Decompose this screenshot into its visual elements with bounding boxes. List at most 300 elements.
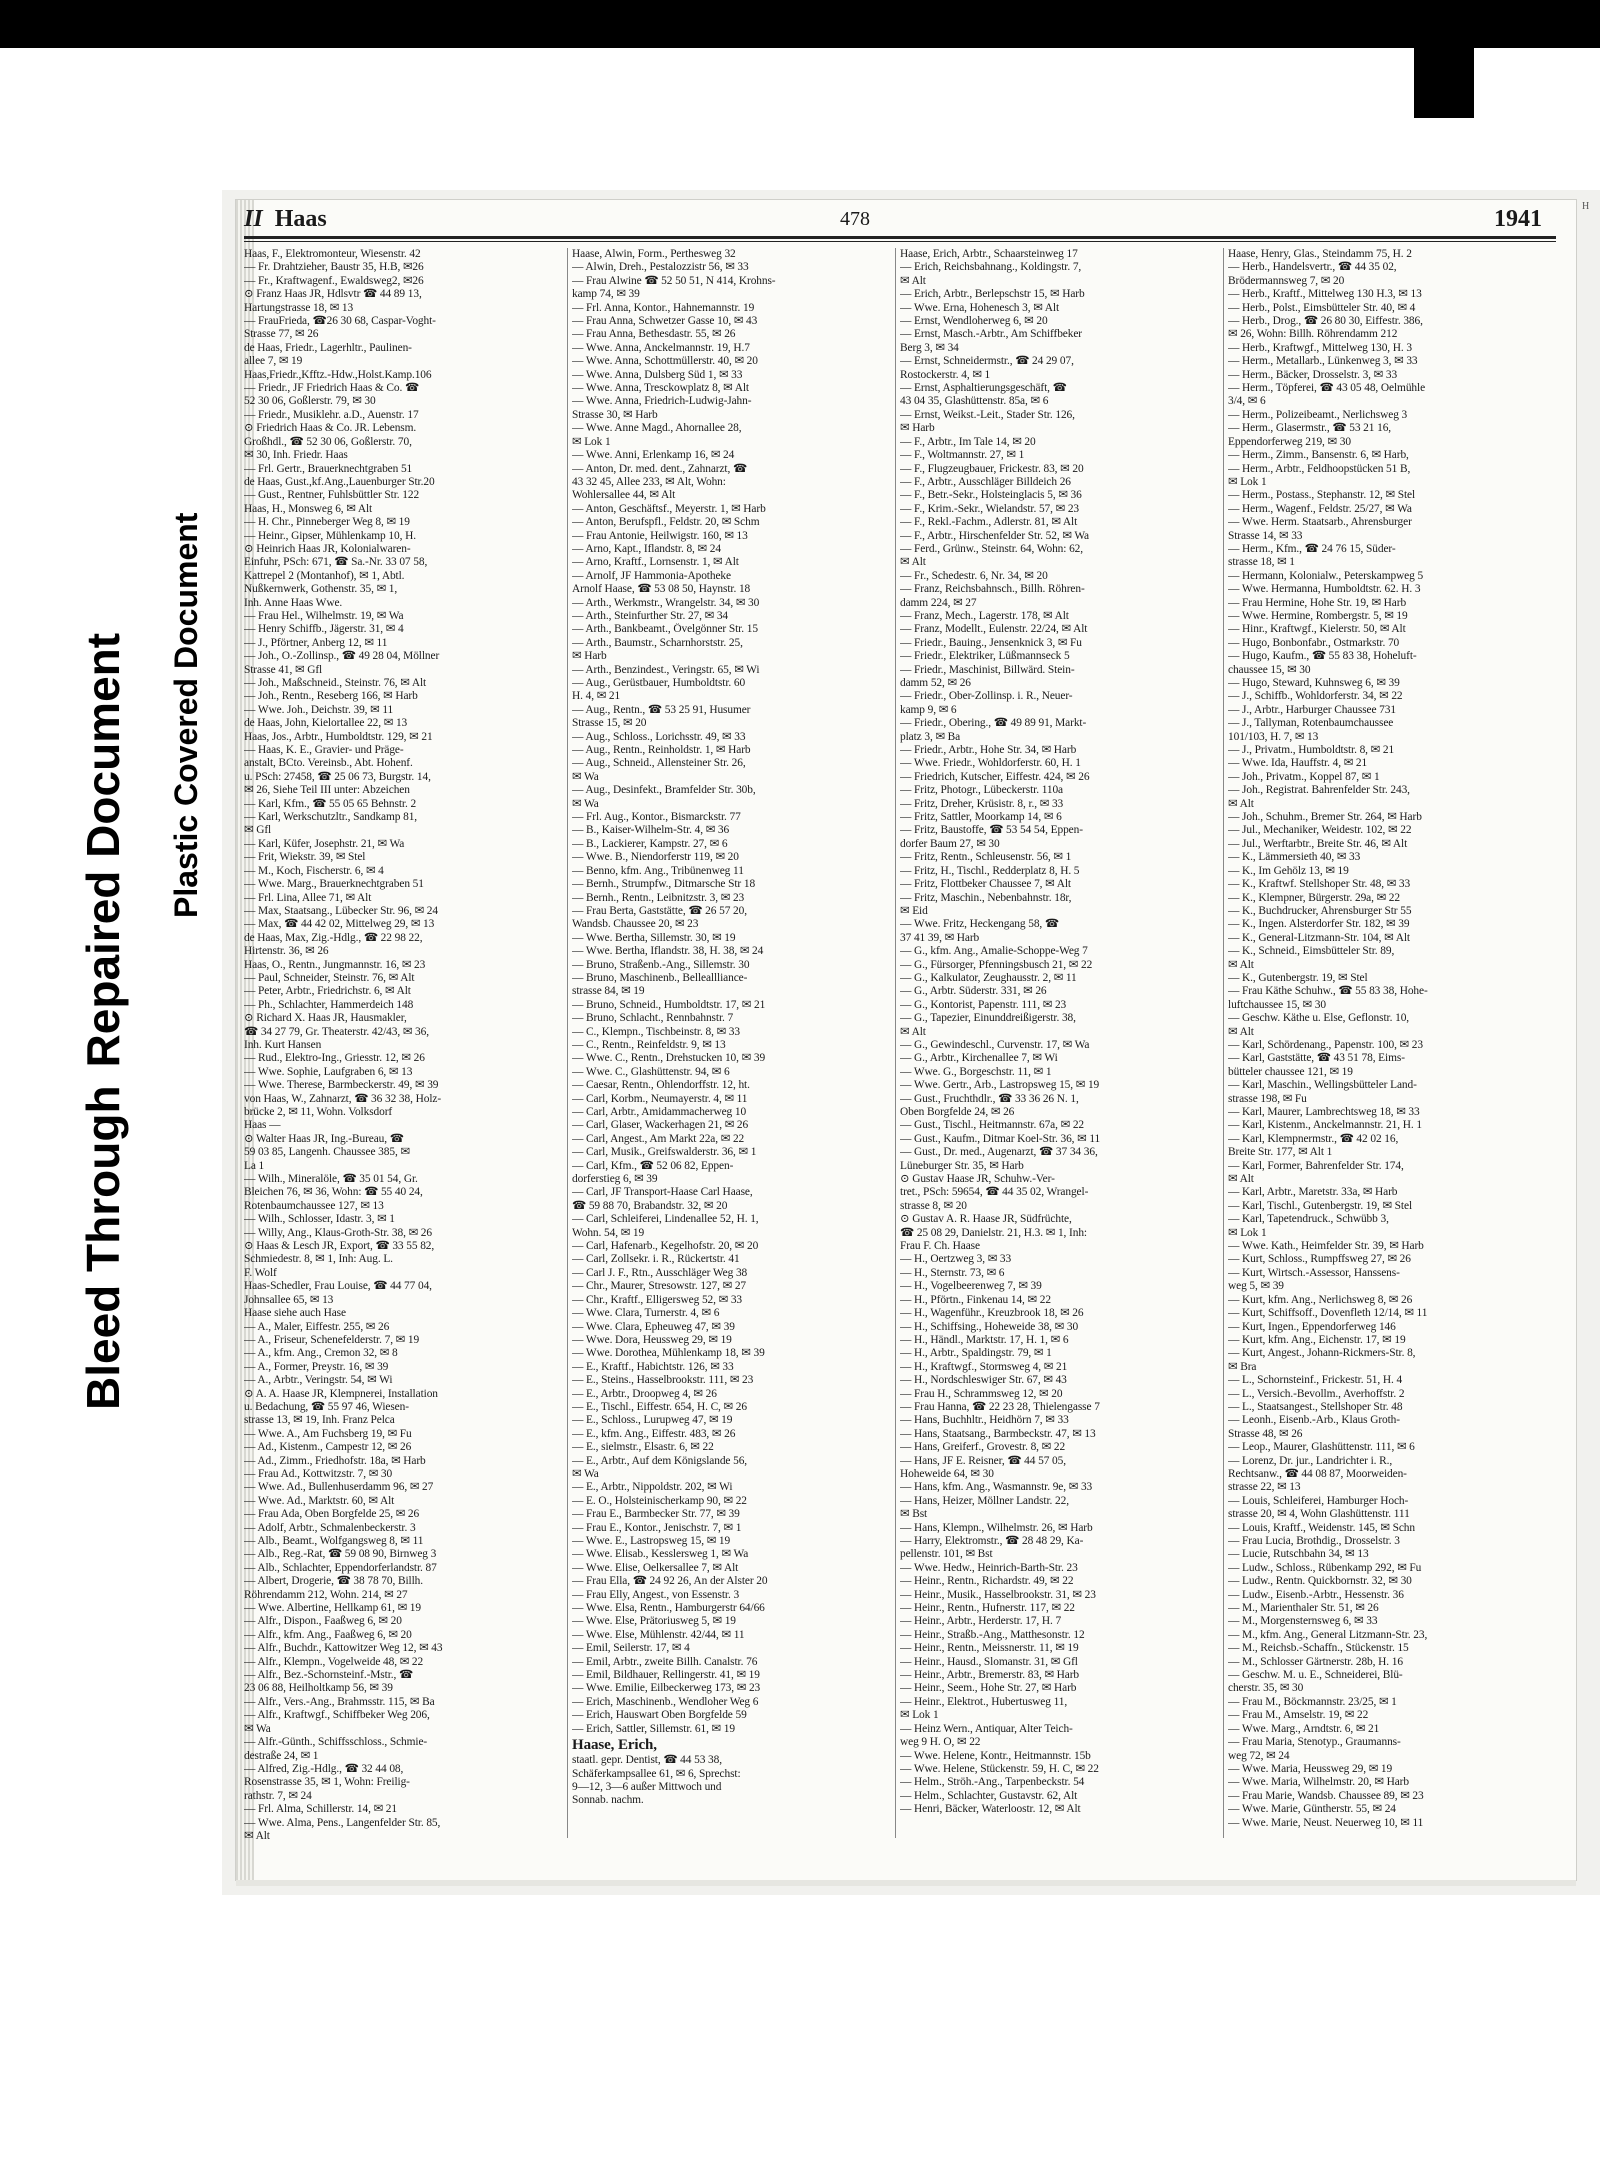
directory-entry-line: — Wwe. A., Am Fuchsberg 19, ✉ Fu: [244, 1427, 412, 1440]
directory-entry-line: Kattrepel 2 (Montanhof), ✉ 1, Abtl.: [244, 569, 405, 582]
directory-entry-line: — Herm., Zimm., Bansenstr. 6, ✉ Harb,: [1228, 449, 1409, 462]
directory-entry-line: — Wwe. Marg., Arndtstr. 6, ✉ 21: [1228, 1722, 1380, 1735]
directory-entry-line: — Bernh., Strumpfw., Ditmarsche Str 18: [572, 878, 756, 891]
directory-entry-line: — Arth., Steinfurther Str. 27, ✉ 34: [572, 609, 729, 622]
directory-entry-line: ⊙ Gustav Haase JR, Schuhw.-Ver-: [900, 1173, 1055, 1186]
directory-entry-line: — Friedrich, Kutscher, Eiffestr. 424, ✉ 26: [900, 770, 1090, 783]
directory-entry-line: ✉ Alt: [1228, 958, 1254, 971]
directory-column-4: [1228, 248, 1546, 1848]
directory-entry-line: — Wwe. Maria, Heussweg 29, ✉ 19: [1228, 1762, 1393, 1775]
directory-entry-line: — Hans, Staatsang., Barmbeckstr. 47, ✉ 13: [900, 1427, 1096, 1440]
directory-entry-line: Frau F. Ch. Haase: [900, 1240, 980, 1253]
directory-entry-line: — K., Im Gehölz 13, ✉ 19: [1228, 864, 1349, 877]
directory-entry-line: Brödermannsweg 7, ✉ 20: [1228, 274, 1345, 287]
directory-entry-line: strasse 18, ✉ 1: [1228, 556, 1295, 569]
directory-entry-line: — Arth., Bankbeamt., Övelgönner Str. 15: [572, 623, 758, 636]
directory-entry-line: Haas,Friedr.,Kfftz.-Hdw.,Holst.Kamp.106: [244, 368, 432, 381]
directory-entry-line: — Karl, Tischl., Gutenbergstr. 19, ✉ Stel: [1228, 1199, 1413, 1212]
directory-entry-line: — Anton, Geschäftsf., Meyerstr. 1, ✉ Harb: [572, 502, 766, 515]
directory-entry-line: — A., Former, Preystr. 16, ✉ 39: [244, 1360, 389, 1373]
directory-entry-line: — Helm., Ströh.-Ang., Tarpenbeckstr. 54: [900, 1776, 1085, 1789]
directory-entry-line: — Franz, Modellt., Eulenstr. 22/24, ✉ Alt: [900, 623, 1088, 636]
directory-entry-line: weg 5, ✉ 39: [1228, 1280, 1284, 1293]
directory-entry-line: — Alfred, Zig.-Hdlg., ☎ 32 44 08,: [244, 1762, 404, 1775]
directory-entry-line: — Wwe. Elisab., Kesslersweg 1, ✉ Wa: [572, 1548, 749, 1561]
directory-entry-line: ✉ Harb: [900, 422, 935, 435]
directory-entry-line: — Hans, Greiferf., Grovestr. 8, ✉ 22: [900, 1441, 1066, 1454]
directory-entry-line: — Peter, Arbtr., Friedrichstr. 6, ✉ Alt: [244, 985, 411, 998]
directory-entry-line: — K., General-Litzmann-Str. 104, ✉ Alt: [1228, 931, 1410, 944]
directory-entry-line: Sonnab. nachm.: [572, 1794, 644, 1807]
directory-entry-line: — Max, ☎ 44 42 02, Mittelweg 29, ✉ 13: [244, 918, 435, 931]
directory-entry-line: — Arth., Baumstr., Scharnhorststr. 25,: [572, 636, 743, 649]
directory-entry-line: — Carl, Hafenarb., Kegelhofstr. 20, ✉ 20: [572, 1240, 759, 1253]
directory-entry-line: — Ph., Schlachter, Hammerdeich 148: [244, 998, 414, 1011]
directory-entry-line: — Frit, Wiekstr. 39, ✉ Stel: [244, 851, 366, 864]
directory-entry-line: — F., Arbtr., Hirschenfelder Str. 52, ✉ Wa: [900, 529, 1090, 542]
overlay-label-plastic: Plastic Covered Document: [168, 512, 204, 918]
directory-entry-line: — Wwe. Anne Magd., Ahornallee 28,: [572, 422, 742, 435]
directory-entry-line: ⊙ A. A. Haase JR, Klempnerei, Installation: [244, 1387, 438, 1400]
header-name: Haas: [274, 206, 327, 232]
directory-entry-line: Haase siehe auch Hase: [244, 1307, 346, 1320]
directory-entry-line: — Fritz, Baustoffe, ☎ 53 54 54, Eppen-: [900, 824, 1083, 837]
directory-entry-line: — E., Schloss., Lurupweg 47, ✉ 19: [572, 1414, 733, 1427]
directory-entry-line: ✉ Lok 1: [572, 435, 611, 448]
directory-entry-line: — Carl, Musik., Greifswalderstr. 36, ✉ 1: [572, 1146, 757, 1159]
directory-entry-line: — Wwe. Hedw., Heinrich-Barth-Str. 23: [900, 1561, 1078, 1574]
directory-entry-line: ✉ 26, Siehe Teil III unter: Abzeichen: [244, 784, 410, 797]
directory-entry-line: — A., Friseur, Schenefelderstr. 7, ✉ 19: [244, 1333, 420, 1346]
directory-entry-line: — FrauFrieda, ☎26 30 68, Caspar-Voght-: [244, 315, 436, 328]
overlay-label-bleed: Bleed Through: [77, 1085, 129, 1410]
directory-entry-line: — Gust., Kaufm., Ditmar Koel-Str. 36, ✉ 11: [900, 1132, 1101, 1145]
directory-entry-line: — Gust., Fruchthdlr., ☎ 33 36 26 N. 1,: [900, 1092, 1079, 1105]
directory-entry-line: — Wwe. Sophie, Laufgraben 6, ✉ 13: [244, 1065, 413, 1078]
directory-entry-line: — Gust., Tischl., Heitmannstr. 67a, ✉ 22: [900, 1119, 1085, 1132]
directory-entry-line: — Wwe. Helene, Stückenstr. 59, H. C, ✉ 22: [900, 1762, 1099, 1775]
directory-entry-line: — Frau Hermine, Hohe Str. 19, ✉ Harb: [1228, 596, 1407, 609]
directory-entry-line: — Alfr., Dispon., Faaßweg 6, ✉ 20: [244, 1615, 402, 1628]
directory-entry-line: 3/4, ✉ 6: [1228, 395, 1266, 408]
directory-entry-line: — E., Kraftf., Habichtstr. 126, ✉ 33: [572, 1360, 734, 1373]
directory-entry-line: ✉ Wa: [572, 1467, 599, 1480]
directory-entry-line: — Heinr., Rentn., Meissnerstr. 11, ✉ 19: [900, 1642, 1079, 1655]
directory-entry-line: — Erich, Arbtr., Berlepschstr 15, ✉ Harb: [900, 288, 1085, 301]
directory-entry-line: — Wwe. Erna, Hohenesch 3, ✉ Alt: [900, 301, 1060, 314]
directory-entry-line: — Frau Maria, Stenotyp., Graumanns-: [1228, 1736, 1401, 1749]
directory-entry-line: strasse 8, ✉ 20: [900, 1199, 967, 1212]
directory-entry-line: — Ludw., Rentn. Quickbornstr. 32, ✉ 30: [1228, 1575, 1412, 1588]
directory-entry-line: — F., Arbtr., Im Tale 14, ✉ 20: [900, 435, 1036, 448]
directory-entry-line: strasse 198, ✉ Fu: [1228, 1092, 1307, 1105]
directory-entry-line: — Wwe. Clara, Turnerstr. 4, ✉ 6: [572, 1307, 720, 1320]
directory-entry-line: — F., Rekl.-Fachm., Adlerstr. 81, ✉ Alt: [900, 516, 1078, 529]
directory-entry-line: Arnolf Haase, ☎ 53 08 50, Haynstr. 18: [572, 583, 751, 596]
header-rule-thin: [244, 241, 1556, 242]
directory-entry-line: — E., sielmstr., Elsastr. 6, ✉ 22: [572, 1441, 714, 1454]
directory-entry-line: Wandsb. Chaussee 20, ✉ 23: [572, 918, 699, 931]
directory-entry-line: rathstr. 7, ✉ 24: [244, 1789, 312, 1802]
directory-entry-line: — H. Chr., Pinneberger Weg 8, ✉ 19: [244, 516, 410, 529]
directory-entry-line: — Bruno, Maschinenb., Belleallliance-: [572, 971, 748, 984]
directory-entry-line: H. 4, ✉ 21: [572, 690, 621, 703]
directory-entry-line: — Louis, Kraftf., Weidenstr. 145, ✉ Schn: [1228, 1521, 1415, 1534]
directory-entry-line: — Alfr.-Günth., Schiffsschloss., Schmie-: [244, 1736, 428, 1749]
directory-entry-line: — Joh., Privatm., Koppel 87, ✉ 1: [1228, 770, 1380, 783]
directory-entry-line: ✉ Wa: [244, 1722, 271, 1735]
directory-entry-line: — Wwe. Marie, Güntherstr. 55, ✉ 24: [1228, 1803, 1396, 1816]
directory-entry-line: — Hans, Klempn., Wilhelmstr. 26, ✉ Harb: [900, 1521, 1093, 1534]
directory-entry-line: Haas, O., Rentn., Jungmannstr. 16, ✉ 23: [244, 958, 426, 971]
directory-entry-line: — Carl J. F., Rtn., Ausschläger Weg 38: [572, 1266, 748, 1279]
directory-entry-line: — Erich, Hauswart Oben Borgfelde 59: [572, 1709, 747, 1722]
directory-entry-line: Eppendorferweg 219, ✉ 30: [1228, 435, 1351, 448]
directory-entry-line: — Friedr., Bauing., Jensenknick 3, ✉ Fu: [900, 636, 1082, 649]
directory-entry-line: ✉ Wa: [572, 770, 599, 783]
directory-entry-line: — H., Sternstr. 73, ✉ 6: [900, 1266, 1005, 1279]
directory-entry-line: ✉ Lok 1: [900, 1709, 939, 1722]
directory-entry-line: — Wwe. Dorothea, Mühlenkamp 18, ✉ 39: [572, 1347, 765, 1360]
directory-entry-line: — Herm., Bäcker, Drosselstr. 3, ✉ 33: [1228, 368, 1398, 381]
directory-entry-line: ✉ 26, Wohn: Billh. Röhrendamm 212: [1228, 328, 1398, 341]
directory-entry-line: kamp 74, ✉ 39: [572, 288, 640, 301]
directory-entry-line: — M., Marienthaler Str. 51, ✉ 26: [1228, 1602, 1379, 1615]
directory-entry-line: 43 04 35, Glashüttenstr. 85a, ✉ 6: [900, 395, 1049, 408]
directory-entry-line: — Wilh., Mineralöle, ☎ 35 01 54, Gr.: [244, 1173, 418, 1186]
directory-entry-line: — Herb., Handelsvertr., ☎ 44 35 02,: [1228, 261, 1397, 274]
directory-entry-line: — Willy, Ang., Klaus-Groth-Str. 38, ✉ 26: [244, 1226, 432, 1239]
overlay-label-repaired: Repaired Document: [77, 632, 129, 1068]
directory-entry-line: — E., Arbtr., Nippoldstr. 202, ✉ Wi: [572, 1481, 733, 1494]
directory-entry-line: — E. O., Holsteinischerkamp 90, ✉ 22: [572, 1494, 747, 1507]
directory-entry-line: — J., Arbtr., Harburger Chaussee 731: [1228, 703, 1396, 716]
directory-entry-line: — F., Flugzeugbauer, Frickestr. 83, ✉ 20: [900, 462, 1084, 475]
directory-entry-line: — Franz, Mech., Lagerstr. 178, ✉ Alt: [900, 609, 1069, 622]
directory-entry-line: ✉ Alt: [900, 274, 926, 287]
directory-entry-line: ☎ 25 08 29, Danielstr. 21, H.3. ✉ 1, Inh:: [900, 1226, 1087, 1239]
directory-entry-line: weg 72, ✉ 24: [1228, 1749, 1290, 1762]
directory-entry-line: — Karl, Maschin., Wellingsbütteler Land-: [1228, 1079, 1417, 1092]
directory-entry-line: — Fritz, Sattler, Moorkamp 14, ✉ 6: [900, 811, 1062, 824]
directory-entry-line: — Friedr., Ober-Zollinsp. i. R., Neuer-: [900, 690, 1073, 703]
section-number: II: [244, 206, 263, 232]
directory-entry-line: — Franz, Reichsbahnsch., Billh. Röhren-: [900, 583, 1085, 596]
directory-entry-line: — Ferd., Grünw., Steinstr. 64, Wohn: 62,: [900, 542, 1084, 555]
directory-entry-line: — Aug., Rentn., Reinholdstr. 1, ✉ Harb: [572, 744, 751, 757]
directory-entry-line: strasse 13, ✉ 19, Inh. Franz Pelca: [244, 1414, 395, 1427]
directory-entry-line: — Wwe. B., Niendorferstr 119, ✉ 20: [572, 851, 739, 864]
directory-entry-line: Rosenstrasse 35, ✉ 1, Wohn: Freilig-: [244, 1776, 410, 1789]
directory-entry-line: Strasse 48, ✉ 26: [1228, 1427, 1303, 1440]
directory-entry-line: — Fr., Schedestr. 6, Nr. 34, ✉ 20: [900, 569, 1048, 582]
directory-entry-line: — Adolf, Arbtr., Schmalenbeckerstr. 3: [244, 1521, 416, 1534]
directory-entry-line: Großhdl., ☎ 52 30 06, Goßlerstr. 70,: [244, 435, 412, 448]
directory-entry-line: — Wwe. Gertr., Arb., Lastropsweg 15, ✉ 19: [900, 1079, 1100, 1092]
directory-entry-line: — Chr., Maurer, Stresowstr. 127, ✉ 27: [572, 1280, 747, 1293]
directory-entry-line: ✉ Alt: [1228, 1173, 1254, 1186]
directory-entry-line: — Fr. Drahtzieher, Baustr 35, H.B, ✉26: [244, 261, 424, 274]
directory-entry-line: — Frau Marie, Wandsb. Chaussee 89, ✉ 23: [1228, 1789, 1424, 1802]
directory-entry-line: — Ludw., Eisenb.-Arbtr., Hessenstr. 36: [1228, 1588, 1404, 1601]
directory-entry-line: — M., Koch, Fischerstr. 6, ✉ 4: [244, 864, 384, 877]
directory-entry-line: — M., Morgensternsweg 6, ✉ 33: [1228, 1615, 1378, 1628]
directory-entry-line: ✉ Harb: [572, 650, 607, 663]
directory-entry-line: — Max, Staatsang., Lübecker Str. 96, ✉ 24: [244, 904, 438, 917]
directory-entry-line: — Wwe. Therese, Barmbeckerstr. 49, ✉ 39: [244, 1079, 439, 1092]
directory-entry-line: — Wwe. Anna, Anckelmannstr. 19, H.7: [572, 341, 750, 354]
directory-entry-line: Haas —: [244, 1119, 281, 1132]
directory-entry-line: 9—12, 3—6 außer Mittwoch und: [572, 1780, 722, 1793]
directory-entry-line: — Carl, Zollsekr. i. R., Rückertstr. 41: [572, 1253, 740, 1266]
directory-entry-line: — Hans, JF E. Reisner, ☎ 44 57 05,: [900, 1454, 1066, 1467]
header-rule: [244, 236, 1556, 239]
directory-entry-line: 23 06 88, Heilholtkamp 56, ✉ 39: [244, 1682, 393, 1695]
directory-entry-line: — M., Schlosser Gärtnerstr. 28b, H. 16: [1228, 1655, 1403, 1668]
directory-entry-line: Haas, F., Elektromonteur, Wiesenstr. 42: [244, 248, 421, 260]
directory-entry-line: — Leop., Maurer, Glashüttenstr. 111, ✉ 6: [1228, 1441, 1415, 1454]
directory-entry-line: — Wilh., Schlosser, Idastr. 3, ✉ 1: [244, 1213, 395, 1226]
directory-entry-line: — G., Gewindeschl., Curvenstr. 17, ✉ Wa: [900, 1038, 1090, 1051]
directory-entry-line: — Fritz, Photogr., Lübeckerstr. 110a: [900, 784, 1064, 797]
directory-entry-line: F. Wolf: [244, 1266, 277, 1279]
directory-entry-line: — Hugo, Steward, Kuhnsweg 6, ✉ 39: [1228, 677, 1400, 689]
directory-entry-line: — Alwin, Dreh., Pestalozzistr 56, ✉ 33: [572, 261, 749, 274]
directory-entry-line: — Hans, kfm. Ang., Wasmannstr. 9e, ✉ 33: [900, 1481, 1093, 1494]
directory-entry-line: Johnsallee 65, ✉ 13: [244, 1293, 334, 1306]
directory-entry-line: allee 7, ✉ 19: [244, 355, 303, 368]
directory-entry-line: — Carl, Glaser, Wackerhagen 21, ✉ 26: [572, 1119, 749, 1132]
directory-entry-line: — Herm., Wagenf., Feldstr. 25/27, ✉ Wa: [1228, 502, 1412, 515]
directory-entry-line: — Ernst, Weikst.-Leit., Stader Str. 126,: [900, 408, 1075, 421]
directory-entry-line: — Friedr., Maschinist, Billwärd. Stein-: [900, 663, 1075, 676]
directory-entry-line: Rostockerstr. 4, ✉ 1: [900, 368, 991, 381]
directory-entry-line: — Arth., Werkmstr., Wrangelstr. 34, ✉ 30: [572, 596, 760, 609]
directory-entry-line: — Wwe. Anna, Dulsberg Süd 1, ✉ 33: [572, 368, 743, 381]
directory-entry-line: — Emil, Bildhauer, Rellingerstr. 41, ✉ 19: [572, 1669, 760, 1682]
directory-entry-line: de Haas, Max, Zig.-Hdlg., ☎ 22 98 22,: [244, 931, 423, 944]
directory-entry-line: — Fr., Kraftwagenf., Ewaldsweg2, ✉26: [244, 274, 424, 287]
directory-entry-line: 37 41 39, ✉ Harb: [900, 931, 980, 944]
directory-entry-line: — Arth., Benzindest., Veringstr. 65, ✉ Wi: [572, 663, 760, 676]
directory-entry-line: — B., Kaiser-Wilhelm-Str. 4, ✉ 36: [572, 824, 730, 837]
directory-entry-line: dorferstieg 6, ✉ 39: [572, 1173, 658, 1186]
directory-entry-line: — Ernst, Wendloherweg 6, ✉ 20: [900, 315, 1048, 328]
directory-entry-line: ⊙ Friedrich Haas & Co. JR. Lebensm.: [244, 422, 417, 435]
directory-entry-line: — Carl, Kfm., ☎ 52 06 82, Eppen-: [572, 1159, 734, 1172]
directory-entry-line: — Wwe. Elsa, Rentn., Hamburgerstr 64/66: [572, 1602, 765, 1615]
directory-entry-line: — Alfr., Buchdr., Kattowitzer Weg 12, ✉ 43: [244, 1642, 443, 1655]
directory-entry-line: — H., Händl., Marktstr. 17, H. 1, ✉ 6: [900, 1333, 1069, 1346]
directory-entry-line: — M., kfm. Ang., General Litzmann-Str. 23,: [1228, 1628, 1428, 1641]
directory-entry-line: ✉ 30, Inh. Friedr. Haas: [244, 449, 348, 462]
directory-entry-line: — F., Krim.-Sekr., Wielandstr. 57, ✉ 23: [900, 502, 1080, 515]
directory-entry-line: — Gust., Dr. med., Augenarzt, ☎ 37 34 36,: [900, 1146, 1098, 1159]
directory-entry-line: Hartungstrasse 18, ✉ 13: [244, 301, 354, 314]
directory-entry-line: — Geschw. Käthe u. Else, Geflonstr. 10,: [1228, 1012, 1410, 1025]
directory-entry-line: kamp 9, ✉ 6: [900, 703, 957, 716]
directory-entry-line: ⊙ Richard X. Haas JR, Hausmakler,: [244, 1012, 407, 1025]
directory-entry-line: — Wwe. Else, Mühlenstr. 42/44, ✉ 11: [572, 1628, 745, 1641]
directory-entry-line: — Frau Lucia, Brothdig., Drosselstr. 3: [1228, 1535, 1400, 1547]
directory-entry-line: — Henri, Bäcker, Waterloostr. 12, ✉ Alt: [900, 1803, 1081, 1816]
directory-entry-line: — H., Nordschleswiger Str. 67, ✉ 43: [900, 1374, 1067, 1387]
directory-entry-line: luftchaussee 15, ✉ 30: [1228, 998, 1326, 1011]
directory-entry-line: staatl. gepr. Dentist, ☎ 44 53 38,: [572, 1754, 722, 1767]
directory-entry-line: ⊙ Gustav A. R. Haase JR, Südfrüchte,: [900, 1213, 1072, 1226]
directory-entry-line: — Aug., Rentn., ☎ 53 25 91, Husumer: [572, 703, 751, 716]
directory-entry-line: ⊙ Haas & Lesch JR, Export, ☎ 33 55 82,: [244, 1240, 435, 1253]
directory-entry-line: Hirtenstr. 36, ✉ 26: [244, 945, 329, 958]
directory-entry-line: — G., Kalkulator, Zeughausstr. 2, ✉ 11: [900, 971, 1077, 984]
directory-entry-line: — Aug., Schneid., Allensteiner Str. 26,: [572, 757, 746, 770]
directory-entry-line: — Wwe. Anna, Tresckowplatz 8, ✉ Alt: [572, 382, 749, 395]
page-bottom-edge: [236, 1880, 1576, 1886]
directory-entry-line: — Ad., Zimm., Friedhofstr. 18a, ✉ Harb: [244, 1454, 426, 1467]
directory-entry-line: — H., Wagenführ., Kreuzbrook 18, ✉ 26: [900, 1307, 1084, 1320]
directory-entry-line: strasse 22, ✉ 13: [1228, 1481, 1301, 1494]
directory-entry-line: — F., Woltmannstr. 27, ✉ 1: [900, 449, 1025, 462]
directory-entry-line: — Wwe. Marg., Brauerknechtgraben 51: [244, 878, 424, 891]
directory-entry-line: — Heinr., Elektrot., Hubertusweg 11,: [900, 1695, 1068, 1708]
directory-entry-line: — Wwe. G., Borgeschstr. 11, ✉ 1: [900, 1065, 1052, 1078]
directory-entry-line: pellenstr. 101, ✉ Bst: [900, 1548, 993, 1561]
directory-entry-line: — Wwe. Elise, Oelkersallee 7, ✉ Alt: [572, 1561, 739, 1574]
directory-entry-line: — Emil, Arbtr., zweite Billh. Canalstr. 76: [572, 1655, 758, 1668]
directory-entry-line: — Erich, Reichsbahnang., Koldingstr. 7,: [900, 261, 1082, 274]
directory-entry-line: — Bernh., Rentn., Leibnitzstr. 3, ✉ 23: [572, 891, 745, 904]
directory-entry-line: — Bruno, Schlacht., Rennbahnstr. 7: [572, 1012, 734, 1025]
directory-entry-line: — Kurt, Angest., Johann-Rickmers-Str. 8,: [1228, 1347, 1416, 1360]
directory-entry-line: — Caesar, Rentn., Ohlendorffstr. 12, ht.: [572, 1079, 750, 1092]
directory-column-1: [244, 248, 562, 1848]
directory-entry-line: — Alb., Reg.-Rat, ☎ 59 08 90, Birnweg 3: [244, 1548, 437, 1561]
directory-entry-line: — A., Arbtr., Veringstr. 54, ✉ Wi: [244, 1374, 393, 1387]
directory-entry-line: — L., Schornsteinf., Frickestr. 51, H. 4: [1228, 1374, 1403, 1387]
directory-entry-line: Inh. Anne Haas Wwe.: [244, 596, 343, 609]
directory-entry-line: — Rud., Elektro-Ing., Griesstr. 12, ✉ 26: [244, 1052, 425, 1065]
directory-entry-line: — Frau E., Barmbecker Str. 77, ✉ 39: [572, 1508, 740, 1521]
directory-entry-line: Haase, Henry, Glas., Steindamm 75, H. 2: [1228, 248, 1412, 260]
directory-entry-line: ✉ Bra: [1228, 1360, 1257, 1373]
directory-entry-line: Strasse 30, ✉ Harb: [572, 408, 658, 421]
directory-entry-line: — Anton, Dr. med. dent., Zahnarzt, ☎: [572, 462, 748, 475]
directory-entry-line: weg 9 H. O, ✉ 22: [900, 1736, 981, 1749]
directory-entry-line: — Ernst, Masch.-Arbtr., Am Schiffbeker: [900, 328, 1083, 341]
directory-entry-line: ⊙ Franz Haas JR, Hdlsvtr ☎ 44 89 13,: [244, 288, 422, 301]
directory-entry-line: — L., Versich.-Bevollm., Averhoffstr. 2: [1228, 1387, 1405, 1400]
directory-entry-line: — Wwe. Albertine, Hellkamp 61, ✉ 19: [244, 1602, 421, 1615]
directory-entry-line: — Karl, Werkschutzltr., Sandkamp 81,: [244, 811, 418, 824]
directory-entry-line: Bleichen 76, ✉ 36, Wohn: ☎ 55 40 24,: [244, 1186, 423, 1199]
directory-entry-line: — Frau Antonie, Heilwigstr. 160, ✉ 13: [572, 529, 748, 542]
directory-entry-line: — Frau Elly, Angest., von Essenstr. 3: [572, 1588, 740, 1601]
directory-entry-line: — Joh., O.-Zollinsp., ☎ 49 28 04, Möllner: [244, 650, 440, 663]
header-section: [244, 206, 327, 233]
directory-entry-line: — Bruno, Straßenb.-Ang., Sillemstr. 30: [572, 958, 750, 971]
directory-entry-line: — Kurt, Schiffsoff., Dovenfleth 12/14, ✉ 11: [1228, 1307, 1428, 1320]
directory-entry-line: — Friedr., Arbtr., Hohe Str. 34, ✉ Harb: [900, 744, 1077, 757]
directory-entry-line: — Arno, Kapt., Iflandstr. 8, ✉ 24: [572, 542, 721, 555]
directory-entry-line: Inh. Kurt Hansen: [244, 1038, 322, 1051]
directory-entry-line: — Herm., Arbtr., Feldhoopstücken 51 B,: [1228, 462, 1411, 475]
directory-entry-line: — Arno, Kraftf., Lornsenstr. 1, ✉ Alt: [572, 556, 739, 569]
directory-entry-line: — Hugo, Kaufm., ☎ 55 83 38, Hoheluft-: [1228, 650, 1417, 663]
directory-entry-line: — C., Klempn., Tischbeinstr. 8, ✉ 33: [572, 1025, 740, 1038]
directory-entry-line: Wohlersallee 44, ✉ Alt: [572, 489, 676, 502]
directory-entry-line: — Geschw. M. u. E., Schneiderei, Blü-: [1228, 1669, 1403, 1682]
directory-entry-line: — Wwe. Ida, Hauffstr. 4, ✉ 21: [1228, 757, 1368, 770]
directory-entry-line: — Fritz, Rentn., Schleusenstr. 56, ✉ 1: [900, 851, 1072, 864]
directory-entry-line: — Wwe. Herm. Staatsarb., Ahrensburger: [1228, 516, 1412, 529]
directory-entry-line: ✉ Alt: [900, 556, 926, 569]
directory-entry-line: de Haas, John, Kielortallee 22, ✉ 13: [244, 717, 408, 730]
directory-entry-line: — Herm., Töpferei, ☎ 43 05 48, Oelmühle: [1228, 382, 1426, 395]
directory-entry-line: anstalt, BCto. Vereinsb., Abt. Hohenf.: [244, 757, 413, 770]
directory-entry-line: — Friedr., Obering., ☎ 49 89 91, Markt-: [900, 717, 1087, 730]
directory-entry-line: — Heinr., Rentn., Richardstr. 49, ✉ 22: [900, 1575, 1074, 1588]
directory-entry-line: Hoheweide 64, ✉ 30: [900, 1467, 994, 1480]
directory-entry-line: — Frau Anna, Schwetzer Gasse 10, ✉ 43: [572, 315, 758, 328]
directory-entry-line: Strasse 14, ✉ 33: [1228, 529, 1303, 542]
directory-entry-line: — Karl, Schördenang., Papenstr. 100, ✉ 23: [1228, 1038, 1423, 1051]
directory-columns: [244, 248, 1556, 1848]
adjacent-page-bleed: [1582, 200, 1600, 1880]
directory-entry-line: — Kurt, kfm. Ang., Nerlichsweg 8, ✉ 26: [1228, 1293, 1413, 1306]
directory-entry-line: — Herb., Kraftwgf., Mittelweg 130, H. 3: [1228, 341, 1413, 354]
directory-entry-line: Haase, Alwin, Form., Perthesweg 32: [572, 248, 736, 260]
directory-entry-line: — Wwe. Ad., Marktstr. 60, ✉ Alt: [244, 1494, 395, 1507]
directory-entry-line: — Fritz, Maschin., Nebenbahnstr. 18r,: [900, 891, 1072, 904]
directory-entry-line: Berg 3, ✉ 34: [900, 341, 959, 354]
directory-entry-line: — Wwe. Ad., Bullenhuserdamm 96, ✉ 27: [244, 1481, 434, 1494]
directory-entry-line: — Carl, Angest., Am Markt 22a, ✉ 22: [572, 1132, 745, 1145]
directory-entry-line: — K., Kraftwf. Stellshoper Str. 48, ✉ 33: [1228, 878, 1411, 891]
directory-entry-line: Rechtsanw., ☎ 44 08 87, Moorweiden-: [1228, 1467, 1407, 1480]
directory-entry-line: — Karl, Kistenm., Anckelmannstr. 21, H. 1: [1228, 1119, 1422, 1132]
directory-entry-line: — C., Rentn., Reinfeldstr. 9, ✉ 13: [572, 1038, 726, 1051]
directory-entry-line: — Kurt, Schloss., Rumpffsweg 27, ✉ 26: [1228, 1253, 1411, 1266]
directory-entry-line: — K., Klempner, Bürgerstr. 29a, ✉ 22: [1228, 891, 1400, 904]
directory-entry-line: — E., Steins., Hasselbrookstr. 111, ✉ 23: [572, 1374, 754, 1387]
directory-entry-line: — Jul., Mechaniker, Weidestr. 102, ✉ 22: [1228, 824, 1412, 837]
directory-entry-line: bütteler chaussee 121, ✉ 19: [1228, 1065, 1353, 1078]
directory-entry-line: — Heinr., Seem., Hohe Str. 27, ✉ Harb: [900, 1682, 1077, 1695]
directory-entry-line: — Joh., Rentn., Reseberg 166, ✉ Harb: [244, 690, 418, 703]
directory-entry-line: — Frau Ada, Oben Borgfelde 25, ✉ 26: [244, 1508, 420, 1521]
directory-entry-line: — Alfr., Bez.-Schornsteinf.-Mstr., ☎: [244, 1669, 414, 1682]
directory-entry-line: — Wwe. Friedr., Wohldorferstr. 60, H. 1: [900, 757, 1081, 770]
directory-entry-line: — Alb., Schlachter, Eppendorferlandstr. 87: [244, 1561, 437, 1574]
directory-entry-line: — H., Schiffsing., Hoheweide 38, ✉ 30: [900, 1320, 1079, 1333]
directory-entry-line: — H., Oertzweg 3, ✉ 33: [900, 1253, 1012, 1266]
directory-entry-line: — Lucie, Rutschbahn 34, ✉ 13: [1228, 1548, 1369, 1561]
directory-entry-line: — Heinr., Musik., Hasselbrookstr. 31, ✉ 23: [900, 1588, 1096, 1601]
directory-entry-line: — Kurt, kfm. Ang., Eichenstr. 17, ✉ 19: [1228, 1333, 1406, 1346]
directory-entry-line: de Haas, Friedr., Lagerhltr., Paulinen-: [244, 341, 412, 354]
directory-entry-line: — Anton, Berufspfl., Feldstr. 20, ✉ Schm: [572, 516, 760, 529]
directory-entry-line: — Heinr., Hausd., Slomanstr. 31, ✉ Gfl: [900, 1655, 1078, 1668]
directory-entry-line: — E., kfm. Ang., Eiffestr. 483, ✉ 26: [572, 1427, 736, 1440]
directory-entry-line: — Herb., Drog., ☎ 26 80 30, Eiffestr. 386,: [1228, 315, 1423, 328]
directory-entry-line: — Alfr., Klempn., Vogelweide 48, ✉ 22: [244, 1655, 424, 1668]
directory-entry-line: — Frau Ad., Kottwitzstr. 7, ✉ 30: [244, 1467, 393, 1480]
directory-entry-line: Rotenbaumchaussee 127, ✉ 13: [244, 1199, 384, 1212]
directory-entry-line: — Leonh., Eisenb.-Arb., Klaus Groth-: [1228, 1414, 1400, 1427]
directory-entry-line: — Frau M., Amselstr. 19, ✉ 22: [1228, 1709, 1369, 1722]
directory-entry-line: — Heinr., Arbtr., Herderstr. 17, H. 7: [900, 1615, 1062, 1628]
directory-entry-line: — E., Arbtr., Droopweg 4, ✉ 26: [572, 1387, 717, 1400]
